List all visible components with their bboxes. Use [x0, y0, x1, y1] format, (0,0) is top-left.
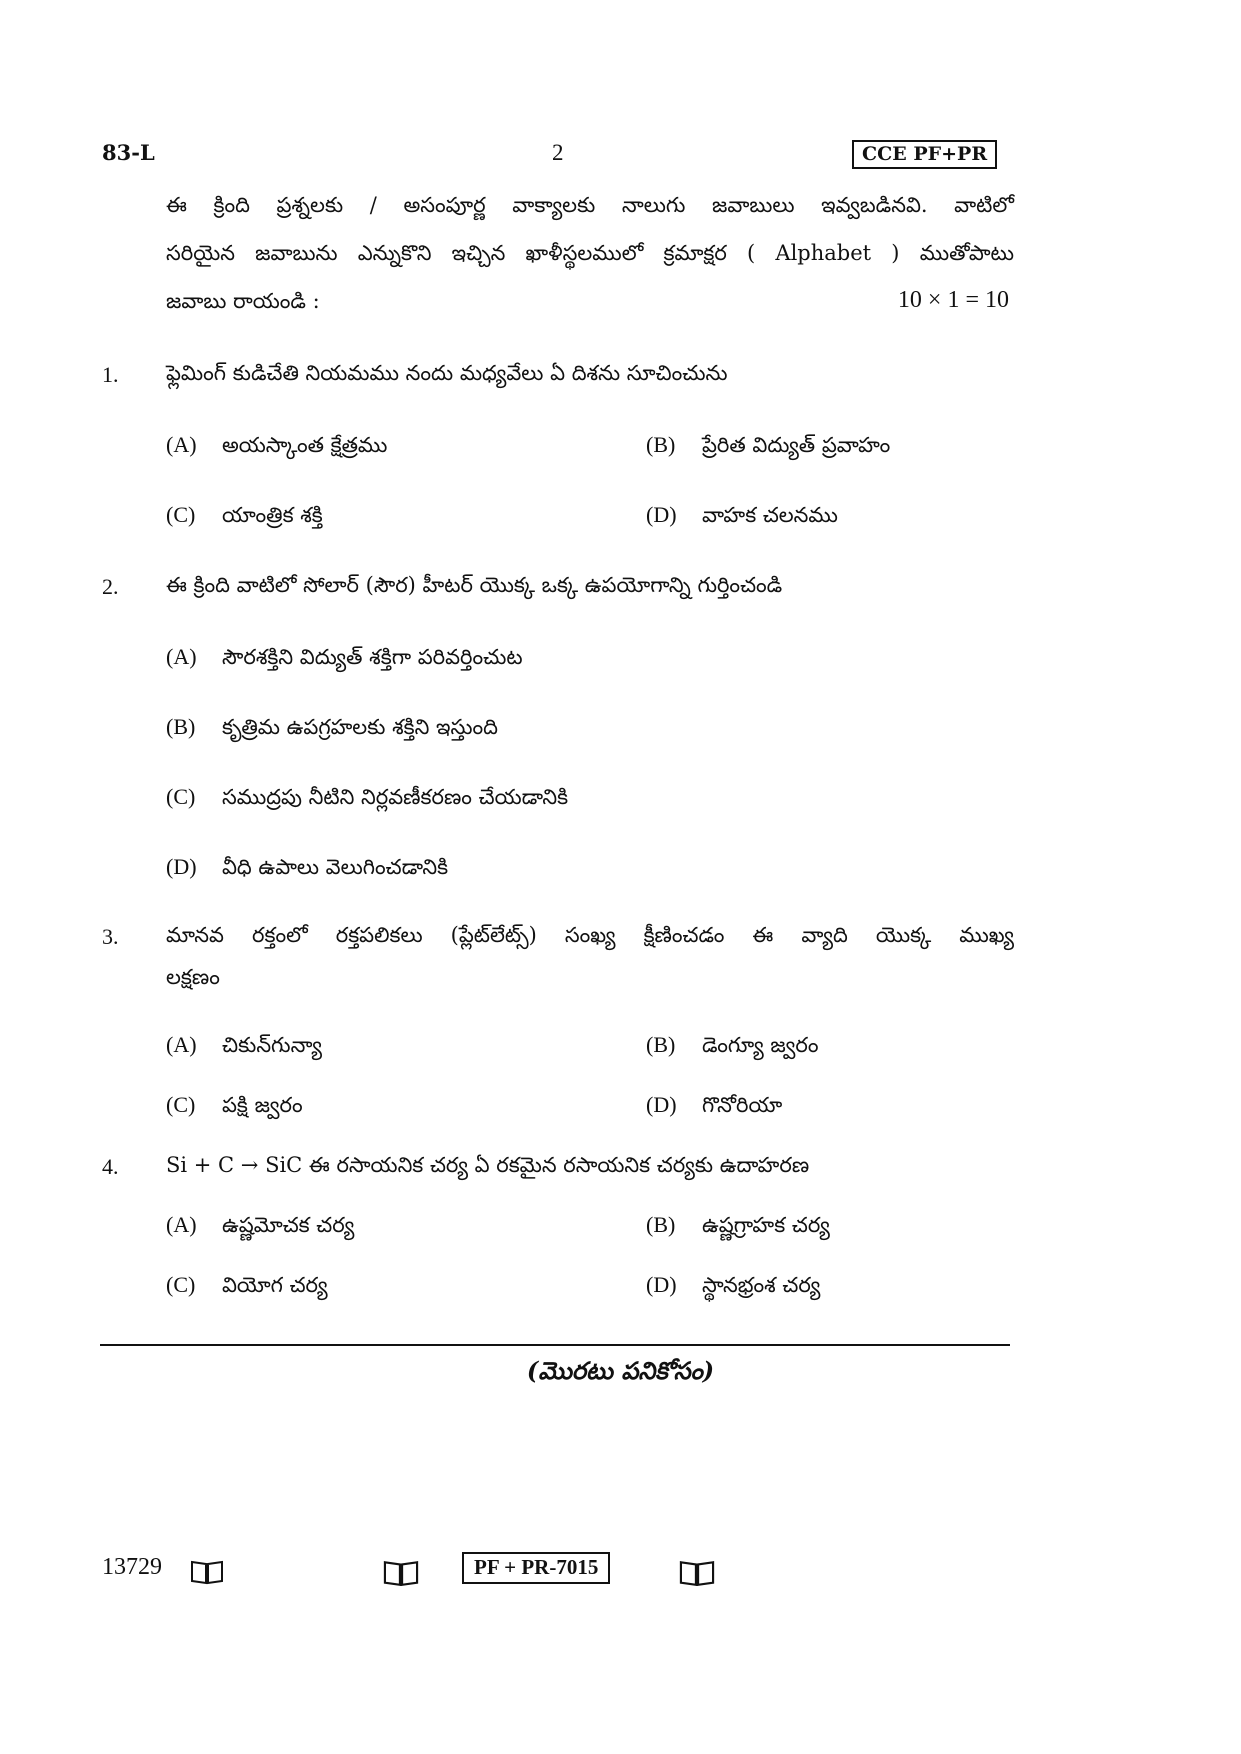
section-divider: [100, 1344, 1010, 1346]
option-text: కృత్రిమ ఉపగ్రహలకు శక్తిని ఇస్తుంది: [222, 715, 498, 739]
option-letter: (C): [166, 1272, 196, 1297]
option-letter: (B): [166, 714, 196, 739]
paper-code: 83-L: [102, 140, 155, 165]
option-b: [646, 1212, 830, 1243]
open-book-icon: [676, 1558, 718, 1588]
question-text: ఈ క్రింది వాటిలో సోలార్ (సౌర) హీటర్ యొక్క ఒక్క ఉపయోగాన్ని గుర్తించండి: [166, 573, 783, 597]
question-text: ఫ్లెమింగ్ కుడిచేతి నియమము నందు మధ్యవేలు ఏ దిశను సూచించును: [166, 361, 728, 385]
option-text: డెంగ్యూ జ్వరం: [702, 1033, 819, 1057]
question-number: 1.: [102, 362, 119, 387]
option-text: గొనోరియా: [702, 1093, 783, 1117]
option-b: [646, 1032, 819, 1063]
exam-code-box: CCE PF+PR: [852, 140, 997, 169]
option-c: [166, 1092, 303, 1123]
option-letter: (C): [166, 1092, 196, 1117]
option-letter: (D): [646, 1272, 677, 1297]
instruction-line-1: ఈ క్రింది ప్రశ్నలకు / అసంపూర్ణ వాక్యాలకు నాలుగు జవాబులు ఇవ్వబడినవి. వాటిలో: [166, 193, 1014, 217]
page-number: 2: [552, 140, 564, 165]
option-letter: (A): [166, 644, 197, 669]
option-letter: (D): [646, 1092, 677, 1117]
option-a: [166, 1032, 322, 1063]
instruction-line-2: సరియైన జవాబును ఎన్నుకొని ఇచ్చిన ఖాళీస్థలములో క్రమాక్షర ( Alphabet ) ముతోపాటు: [166, 241, 1014, 265]
option-text: వాహక చలనము: [702, 503, 838, 527]
option-a: [166, 1212, 354, 1243]
option-letter: (A): [166, 1212, 197, 1237]
open-book-icon: [190, 1558, 224, 1586]
option-b: [646, 432, 890, 463]
option-text: ఉష్ణమోచక చర్య: [222, 1213, 355, 1237]
option-a: [166, 644, 523, 675]
option-text: ప్రేరిత విద్యుత్ ప్రవాహం: [702, 433, 891, 457]
question-number: 2.: [102, 574, 119, 599]
option-text: సౌరశక్తిని విద్యుత్ శక్తిగా పరివర్తించుట: [222, 645, 523, 669]
question-text-line-1: మానవ రక్తంలో రక్తపలికలు (ప్లేట్‌లేట్స్) సంఖ్య క్షీణించడం ఈ వ్యాది యొక్క ముఖ్య: [166, 923, 1014, 947]
question-text: Si + C → SiC ఈ రసాయనిక చర్య ఏ రకమైన రసాయనిక చర్యకు ఉదాహరణ: [166, 1153, 810, 1177]
option-d: [646, 1092, 782, 1123]
instruction-line-3: జవాబు రాయండి :: [166, 289, 320, 313]
option-d: [166, 854, 448, 885]
option-text: వియోగ చర్య: [222, 1273, 328, 1297]
option-d: [646, 1272, 820, 1303]
marks-label: 10 × 1 = 10: [897, 287, 1009, 313]
option-text: ఉష్ణగ్రాహక చర్య: [702, 1213, 830, 1237]
paper-id-box: PF + PR-7015: [462, 1552, 610, 1584]
option-text: స్థానభ్రంశ చర్య: [702, 1273, 821, 1297]
option-text: చికున్‌గున్యా: [222, 1033, 323, 1057]
option-letter: (B): [646, 1032, 676, 1057]
option-text: సముద్రపు నీటిని నిర్లవణీకరణం చేయడానికి: [222, 785, 569, 809]
option-letter: (D): [166, 854, 197, 879]
option-letter: (C): [166, 502, 196, 527]
option-text: పక్షి జ్వరం: [222, 1093, 303, 1117]
option-c: [166, 1272, 328, 1303]
option-letter: (C): [166, 784, 196, 809]
option-d: [646, 502, 838, 533]
rough-work-label: (మొరటు పనికోసం): [526, 1356, 715, 1385]
option-letter: (A): [166, 432, 197, 457]
option-letter: (A): [166, 1032, 197, 1057]
question-number: 3.: [102, 924, 119, 949]
option-c: [166, 784, 568, 815]
option-b: [166, 714, 498, 745]
option-text: యాంత్రిక శక్తి: [222, 503, 323, 527]
question-number: 4.: [102, 1154, 119, 1179]
option-text: అయస్కాంత క్షేత్రము: [222, 433, 388, 457]
option-c: [166, 502, 323, 533]
serial-number: 13729: [102, 1554, 162, 1580]
option-a: [166, 432, 387, 463]
option-letter: (B): [646, 432, 676, 457]
option-letter: (B): [646, 1212, 676, 1237]
option-letter: (D): [646, 502, 677, 527]
option-text: వీధి ఉపాలు వెలుగించడానికి: [222, 855, 449, 879]
open-book-icon: [380, 1558, 422, 1588]
question-text-line-2: లక్షణం: [166, 965, 220, 989]
